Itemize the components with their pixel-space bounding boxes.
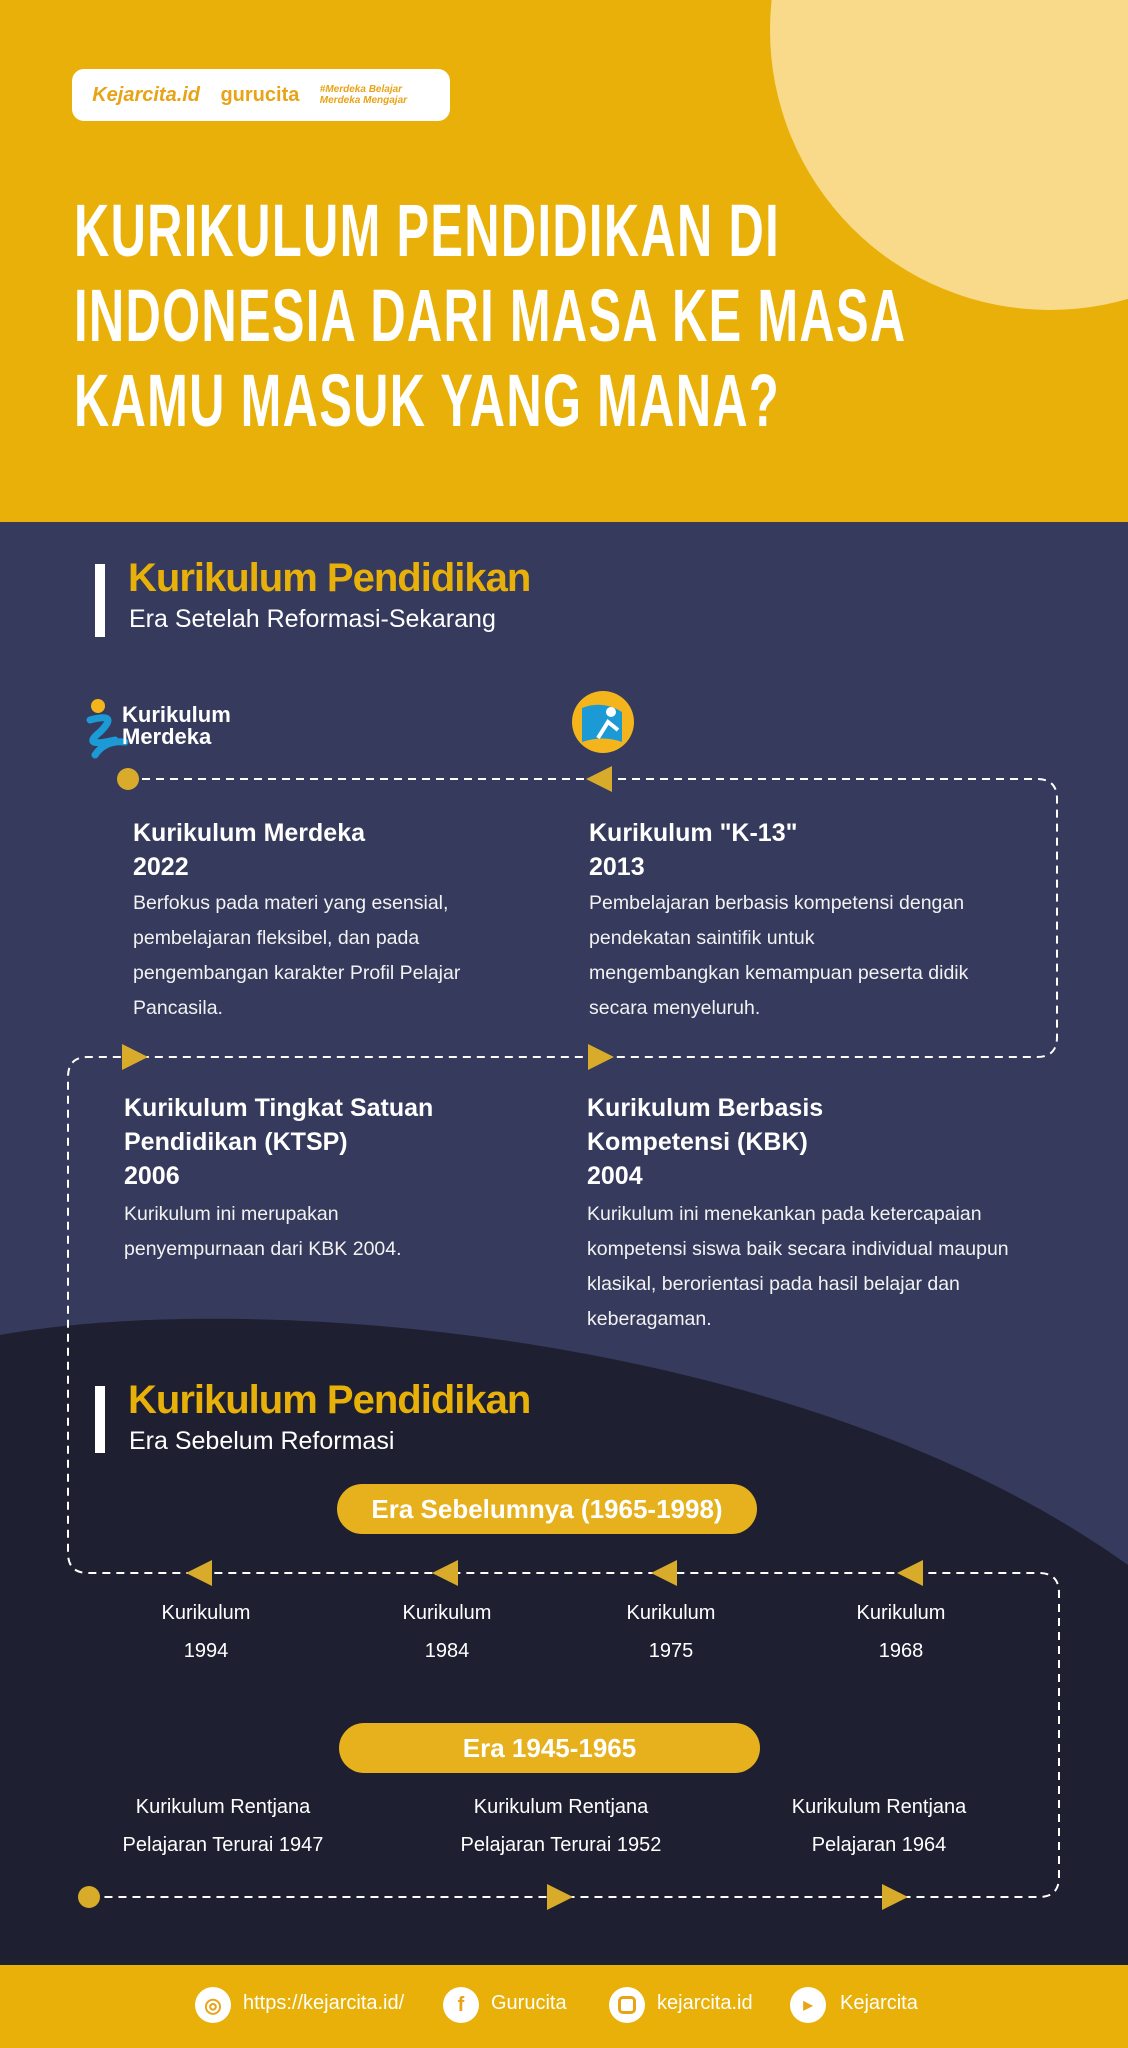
- card-title: Kurikulum "K-13": [589, 819, 798, 847]
- card-description: Kurikulum ini menekankan pada ketercapaian kompetensi siswa baik secara individual maupun klasikal, berorientasi pada hasil belajar dan keberagaman.: [587, 1203, 1009, 1330]
- section-accent-bar: [95, 564, 105, 637]
- page-title-line-2: INDONESIA DARI MASA KE MASA: [74, 274, 907, 357]
- card-title: Kurikulum Merdeka: [133, 819, 366, 847]
- item-name: Kurikulum Rentjana: [135, 1796, 311, 1818]
- arrow-left-icon: [586, 766, 612, 792]
- card-year: 2004: [587, 1162, 643, 1190]
- item-name: Kurikulum: [626, 1602, 716, 1624]
- item-name: Kurikulum: [856, 1602, 946, 1624]
- item-year: Pelajaran Terurai 1952: [460, 1834, 662, 1856]
- item-year: 1984: [424, 1640, 470, 1662]
- kejarcita-logo: Kejarcita.id: [92, 83, 201, 106]
- kurikulum-2013-logo-icon: [572, 691, 634, 753]
- section-subtitle: Era Setelah Reformasi-Sekarang: [129, 605, 496, 633]
- item-name: Kurikulum Rentjana: [791, 1796, 967, 1818]
- instagram-link[interactable]: kejarcita.id: [657, 1992, 753, 2014]
- curriculum-item-1952: [411, 1788, 711, 1864]
- section-title: Kurikulum Pendidikan: [128, 1378, 531, 1422]
- item-year: 1968: [878, 1640, 924, 1662]
- item-year: Pelajaran Terurai 1947: [122, 1834, 324, 1856]
- section-title: Kurikulum Pendidikan: [128, 556, 531, 600]
- card-title: Kurikulum Berbasis Kompetensi (KBK): [587, 1094, 824, 1156]
- item-name: Kurikulum: [161, 1602, 251, 1624]
- arrow-right-icon: [122, 1044, 148, 1070]
- card-title: Kurikulum Tingkat Satuan Pendidikan (KTSP): [124, 1094, 434, 1156]
- curriculum-item-1984: [317, 1594, 577, 1670]
- timeline-end-dot: [78, 1886, 100, 1908]
- card-year: 2013: [589, 853, 645, 881]
- tagline-logo: #Merdeka Belajar Merdeka Mengajar: [319, 84, 408, 106]
- logo-text: Kurikulum: [122, 702, 231, 727]
- curriculum-card-ktsp: [124, 1091, 504, 1267]
- globe-icon: ◎: [195, 1987, 231, 2023]
- arrow-right-icon: [588, 1044, 614, 1070]
- item-name: Kurikulum: [402, 1602, 492, 1624]
- curriculum-item-1975: [541, 1594, 801, 1670]
- instagram-icon: [609, 1987, 645, 2023]
- item-name: Kurikulum Rentjana: [473, 1796, 649, 1818]
- youtube-link[interactable]: Kejarcita: [840, 1992, 918, 2014]
- item-year: 1975: [648, 1640, 694, 1662]
- logo-text: Merdeka: [122, 724, 212, 749]
- card-year: 2022: [133, 853, 189, 881]
- item-year: 1994: [183, 1640, 229, 1662]
- website-link[interactable]: https://kejarcita.id/: [243, 1992, 405, 2014]
- card-description: Berfokus pada materi yang esensial, pembelajaran fleksibel, dan pada pengembangan karakter Profil Pelajar Pancasila.: [133, 892, 461, 1019]
- era-label-1945-1965: Era 1945-1965: [339, 1723, 760, 1773]
- curriculum-card-k13: [589, 816, 969, 1026]
- curriculum-item-1964: [729, 1788, 1029, 1864]
- gurucita-logo: gurucita: [220, 83, 300, 106]
- timeline-start-dot: [117, 768, 139, 790]
- section-subtitle: Era Sebelum Reformasi: [129, 1427, 395, 1455]
- facebook-icon: f: [443, 1987, 479, 2023]
- item-year: Pelajaran 1964: [811, 1834, 947, 1856]
- kurikulum-merdeka-logo: [122, 704, 231, 748]
- curriculum-card-kbk: [587, 1091, 1027, 1337]
- page-title-line-1: KURIKULUM PENDIDIKAN DI: [74, 189, 780, 272]
- card-description: Pembelajaran berbasis kompetensi dengan pendekatan saintifik untuk mengembangkan kemampuan peserta didik secara menyeluruh.: [589, 892, 969, 1019]
- youtube-icon: ▶: [790, 1987, 826, 2023]
- curriculum-item-1994: [76, 1594, 336, 1670]
- kurikulum-merdeka-logo-icon: [90, 699, 125, 755]
- card-description: Kurikulum ini merupakan penyempurnaan dari KBK 2004.: [124, 1203, 402, 1260]
- curriculum-card-merdeka: [133, 816, 533, 1026]
- page-title-line-3: KAMU MASUK YANG MANA?: [74, 359, 781, 442]
- section-accent-bar: [95, 1386, 105, 1453]
- facebook-link[interactable]: Gurucita: [491, 1992, 567, 2014]
- era-label-1965-1998: Era Sebelumnya (1965-1998): [337, 1484, 757, 1534]
- curriculum-item-1968: [771, 1594, 1031, 1670]
- card-year: 2006: [124, 1162, 180, 1190]
- curriculum-item-1947: [73, 1788, 373, 1864]
